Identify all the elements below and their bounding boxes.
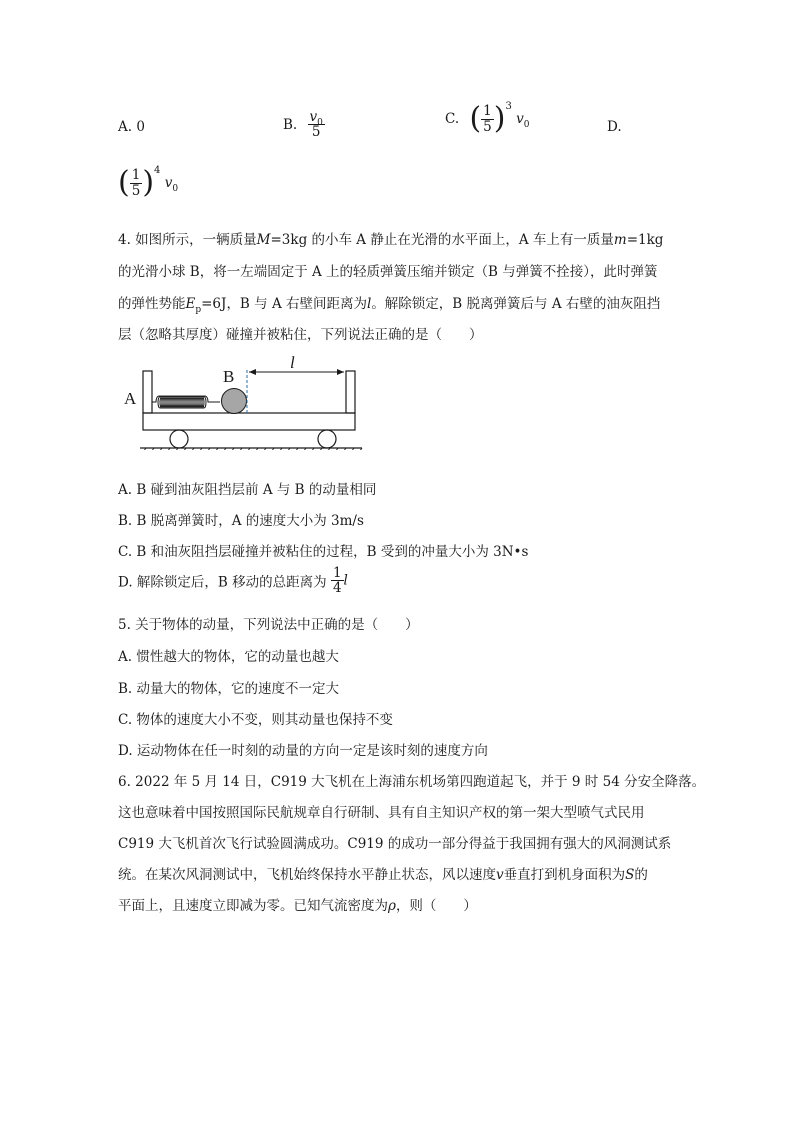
cart-wheel-right [318,430,336,448]
q5-option-b: B. 动量大的物体，它的速度不一定大 [118,681,340,697]
q6-stem-line-5: 平面上，且速度立即减为零。已知气流密度为ρ，则（ ） [118,898,477,914]
q3-option-b-label: B. [283,116,298,133]
q4-stem-line-4: 层（忽略其厚度）碰撞并被粘住，下列说法正确的是（ ） [118,327,483,343]
q4-option-b: B. B 脱离弹簧时，A 的速度大小为 3m/s [118,513,364,529]
q5-option-c: C. 物体的速度大小不变，则其动量也保持不变 [118,712,393,728]
q4-option-d: D. 解除锁定后，B 移动的总距离为 $\frac{1}{4}$ l [118,565,348,597]
q4-cart-figure [118,350,368,450]
ball-b [222,389,247,414]
figure-label-b: B [223,367,235,386]
q3-option-c-label: C. [445,111,460,127]
q6-stem-line-1: 6. 2022 年 5 月 14 日，C919 大飞机在上海浦东机场第四跑道起飞，并于 9 时 54 分安全降落。 [118,774,706,790]
q3-option-a: A. 0 [118,119,145,135]
q5-option-a: A. 惯性越大的物体，它的动量也越大 [118,649,339,665]
q3-option-d-label: D. [607,119,622,135]
figure-label-a: A [124,389,137,408]
cart-right-wall [346,371,355,413]
q6-stem-line-3: C919 大飞机首次飞行试验圆满成功。C919 的成功一部分得益于我国拥有强大的风洞测试系 [118,836,672,852]
q5-option-d: D. 运动物体在任一时刻的动量的方向一定是该时刻的速度方向 [118,743,488,759]
cart-wheel-left [170,430,188,448]
q4-stem-line-1: 4. 如图所示，一辆质量M=3kg 的小车 A 静止在光滑的水平面上，A 车上有一质量m=1kg [118,232,664,248]
q3-option-d-fraction: $\frac{1}{5}$ [131,167,141,199]
cart-base [143,413,355,430]
q6-stem-line-4: 统。在某次风洞测试中，飞机始终保持水平静止状态，风以速度v垂直打到机身面积为S的 [118,867,648,883]
q3-option-b [283,110,325,140]
q4-option-c: C. B 和油灰阻挡层碰撞并被粘住的过程，B 受到的冲量大小为 3N•s [118,544,529,560]
q3-option-b-fraction: $\frac{v_0}{5}$ [309,109,323,141]
spring [152,396,220,408]
q3-option-c-fraction: $\frac{1}{5}$ [483,103,492,135]
arrow-head-left [249,369,256,375]
q4-option-a: A. B 碰到油灰阻挡层前 A 与 B 的动量相同 [118,482,377,498]
q4-option-d-fraction: $\frac{1}{4}$ [332,565,342,597]
q5-stem: 5. 关于物体的动量，下列说法中正确的是（ ） [118,617,419,633]
q4-stem-line-2: 的光滑小球 B，将一左端固定于 A 上的轻质弹簧压缩并锁定（B 与弹簧不拴接），此时弹簧 [118,264,658,280]
cart-left-wall [143,371,152,413]
q3-option-d-expression: ( $\frac{1}{5}$ )$^4$ $v_0$ [118,164,179,200]
q4-stem-line-3: 的弹性势能$E_p=6J$，B 与 A 右壁间距离为l。解除锁定，B 脱离弹簧后与 A 右壁的油灰阻挡 [118,296,661,315]
figure-label-l: l [290,353,295,372]
q6-stem-line-2: 这也意味着中国按照国际民航规章自行研制、具有自主知识产权的第一架大型喷气式民用 [118,805,645,821]
q3-option-c: C. ( $\frac{1}{5}$ )$^3$ $v_0$ [445,100,530,136]
arrow-head-right [337,369,344,375]
